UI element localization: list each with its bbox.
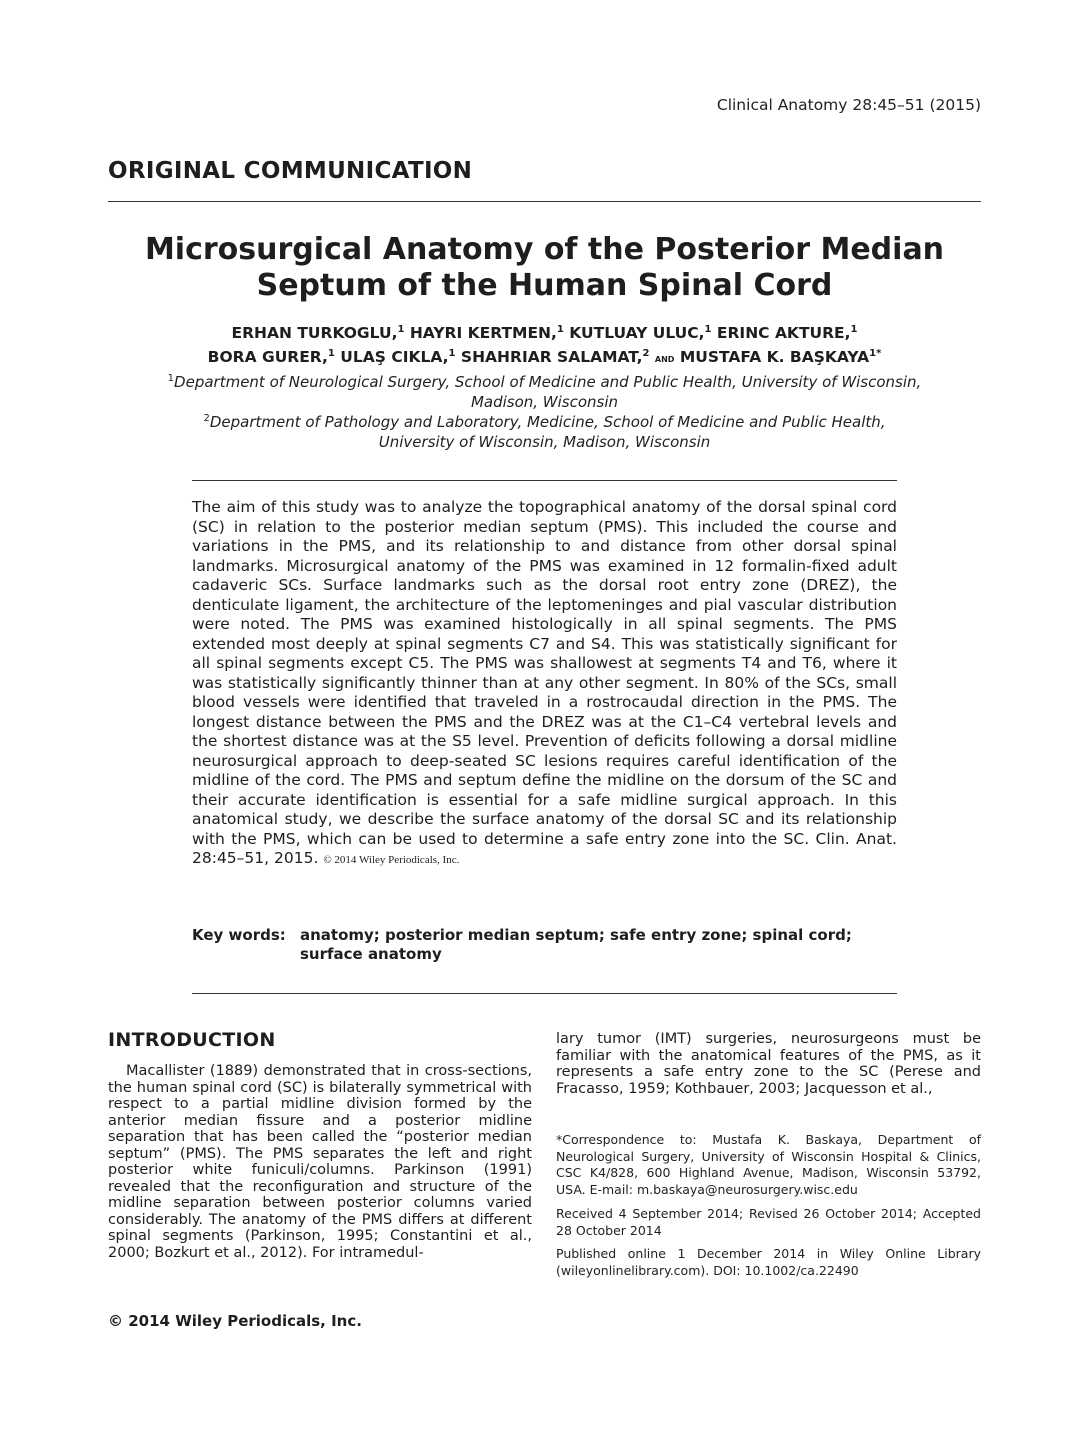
author-affiliation-mark: 1	[556, 323, 564, 335]
author-name: KUTLUAY ULUC,	[569, 324, 705, 342]
published-footnote: Published online 1 December 2014 in Wiley Online Library (wileyonlinelibrary.com). DOI: 10.1002/ca.22490	[556, 1246, 981, 1278]
abstract-bottom-rule	[192, 993, 897, 994]
abstract-copyright: © 2014 Wiley Periodicals, Inc.	[323, 854, 460, 866]
page-copyright: © 2014 Wiley Periodicals, Inc.	[108, 1312, 362, 1330]
abstract	[192, 498, 897, 871]
affiliation-1-cont: Madison, Wisconsin	[470, 393, 619, 411]
author-name: ULAŞ CIKLA,	[340, 348, 449, 366]
author-list	[108, 321, 981, 371]
correspondence-footnote: *Correspondence to: Mustafa K. Baskaya, Department of Neurological Surgery, University of Wisconsin Hospital & Clinics, CSC K4/828, 600 Highland Avenue, Madison, Wisconsin 53792, USA. E-mail: m.baskaya@neurosurgery.wisc.edu	[556, 1132, 981, 1197]
title-line-1: Microsurgical Anatomy of the Posterior Median	[144, 232, 945, 267]
title-line-2: Septum of the Human Spinal Cord	[256, 268, 833, 303]
affiliation-text: Department of Neurological Surgery, School of Medicine and Public Health, University of Wisconsin,	[174, 373, 922, 391]
affiliation-text: Department of Pathology and Laboratory, Medicine, School of Medicine and Public Health,	[209, 413, 886, 431]
author-affiliation-mark: 1*	[869, 347, 882, 359]
affiliation-number: 1	[167, 373, 175, 384]
author-affiliation-mark: 1	[850, 323, 858, 335]
abstract-top-rule	[192, 480, 897, 481]
author-affiliation-mark: 1	[327, 347, 335, 359]
keywords-text: anatomy; posterior median septum; safe entry zone; spinal cord; surface anatomy	[300, 926, 852, 963]
author-name: ERHAN TURKOGLU,	[231, 324, 398, 342]
introduction-left-column: Macallister (1889) demonstrated that in cross-sections, the human spinal cord (SC) is bilaterally symmetrical with respect to a partial midline division formed by the anterior median fissure and a posterior midline separation that has been called the “posterior median septum” (PMS). The PMS separates the left and right posterior white funiculi/columns. Parkinson (1991) revealed that the reconfiguration and structure of the midline separation between posterior columns varied considerably. The anatomy of the PMS differs at different spinal segments (Parkinson, 1995; Constantini et al., 2000; Bozkurt et al., 2012). For intramedul-	[108, 1063, 532, 1261]
abstract-text: The aim of this study was to analyze the topographical anatomy of the dorsal spinal cord (SC) in relation to the posterior median septum (PMS). This included the course and variations in the PMS, and its relationship to and distance from other dorsal spinal landmarks. Microsurgical anatomy of the PMS was examined in 12 formalin-fixed adult cadaveric SCs. Surface landmarks such as the dorsal root entry zone (DREZ), the denticulate ligament, the architecture of the leptomeninges and pial vascular distribution were noted. The PMS was examined histologically in all spinal segments. The PMS extended most deeply at spinal segments C7 and S4. This was statistically significant for all spinal segments except C5. The PMS was shallowest at segments T4 and T6, where it was statistically significantly thinner than at any other segment. In 80% of the SCs, small blood vessels were identified that traveled in a rostrocaudal direction in the PMS. The longest distance between the PMS and the DREZ was at the C1–C4 vertebral levels and the shortest distance was at the S5 level. Prevention of deficits following a dorsal midline neurosurgical approach to deep-seated SC lesions requires careful identification of the midline of the cord. The PMS and septum define the midline on the dorsum of the SC and their accurate identification is essential for a safe midline surgical approach. In this anatomical study, we describe the surface anatomy of the dorsal SC and its relationship with the PMS, which can be used to determine a safe entry zone into the SC. Clin. Anat. 28:45–51, 2015.	[192, 498, 897, 867]
and-conjunction: and	[654, 352, 675, 365]
author-affiliation-mark: 1	[397, 323, 405, 335]
author-line-2	[108, 345, 981, 371]
author-affiliation-mark: 1	[448, 347, 456, 359]
keywords	[192, 926, 897, 964]
header-divider	[108, 201, 981, 202]
affiliation-1	[108, 372, 981, 392]
dates-footnote: Received 4 September 2014; Revised 26 October 2014; Accepted 28 October 2014	[556, 1206, 981, 1238]
author-line-1	[108, 321, 981, 345]
affiliation-2	[108, 412, 981, 432]
affiliation-2-cont: University of Wisconsin, Madison, Wisconsin	[378, 433, 711, 451]
article-title	[108, 232, 981, 304]
affiliations	[108, 372, 981, 452]
author-affiliation-mark: 2	[642, 347, 650, 359]
author-name: ERINC AKTURE,	[716, 324, 851, 342]
keywords-label: Key words:	[192, 926, 286, 944]
introduction-heading: INTRODUCTION	[108, 1029, 276, 1051]
author-name: BORA GURER,	[207, 348, 328, 366]
section-label: ORIGINAL COMMUNICATION	[108, 158, 473, 184]
journal-reference: Clinical Anatomy 28:45–51 (2015)	[716, 96, 981, 114]
author-affiliation-mark: 1	[704, 323, 712, 335]
author-name: SHAHRIAR SALAMAT,	[460, 348, 643, 366]
affiliation-number: 2	[203, 413, 210, 424]
author-name: HAYRI KERTMEN,	[409, 324, 557, 342]
introduction-right-column: lary tumor (IMT) surgeries, neurosurgeons must be familiar with the anatomical features of the PMS, as it represents a safe entry zone to the SC (Perese and Fracasso, 1959; Kothbauer, 2003; Jacquesson et al.,	[556, 1031, 981, 1097]
author-name: MUSTAFA K. BAŞKAYA	[679, 348, 870, 366]
